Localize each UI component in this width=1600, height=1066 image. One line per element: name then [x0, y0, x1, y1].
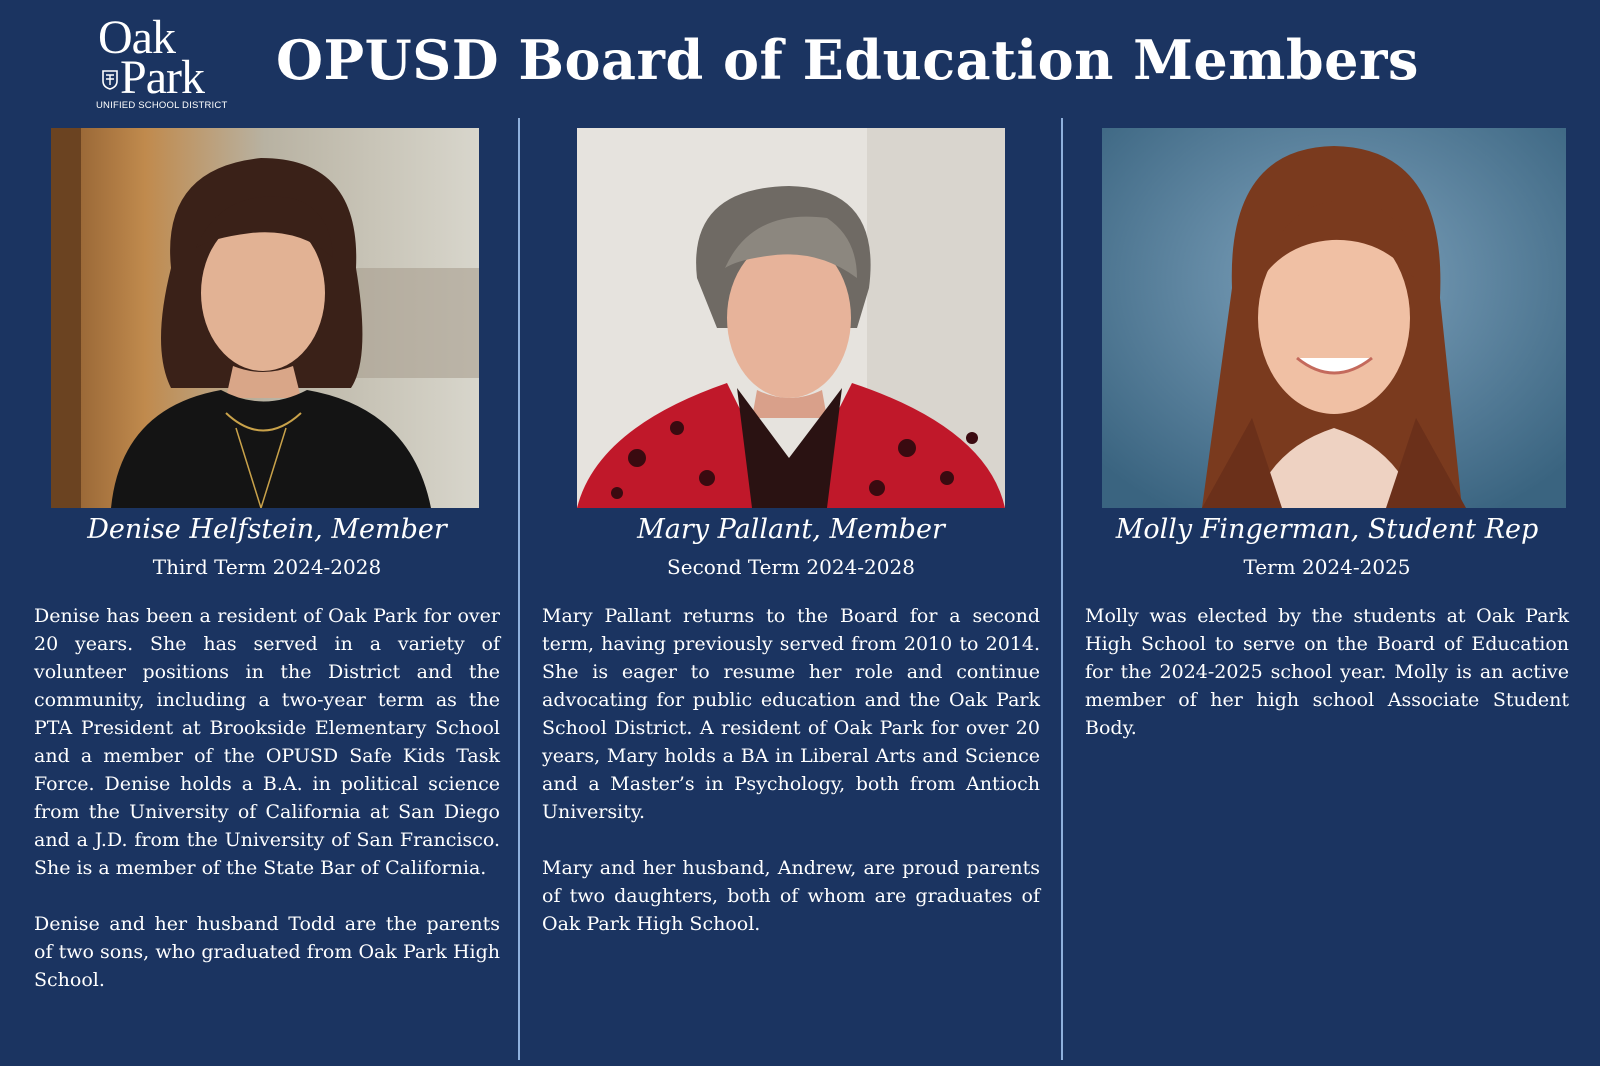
column-divider	[1061, 118, 1063, 1060]
page-title: OPUSD Board of Education Members	[276, 28, 1419, 92]
crest-icon	[102, 70, 118, 90]
oak-park-logo	[94, 11, 244, 114]
member-name: Mary Pallant, Member	[637, 514, 945, 545]
member-bio	[542, 602, 1040, 966]
member-term: Second Term 2024-2028	[667, 555, 915, 579]
member-bio	[34, 602, 500, 1022]
member-photo-denise	[51, 128, 479, 508]
logo-subtitle: UNIFIED SCHOOL DISTRICT	[96, 100, 228, 111]
member-bio	[1085, 602, 1569, 770]
bio-paragraph: Denise has been a resident of Oak Park for over 20 years. She has served in a variety of volunteer positions in the District and the community, including a two-year term as the PTA President at Brookside Elementary School and a member of the OPUSD Safe Kids Task Force. Denise holds a B.A. in political science from the University of California at San Diego and a J.D. from the University of San Francisco. She is a member of the State Bar of California.	[34, 605, 500, 879]
logo-word-park-text: Park	[120, 51, 204, 104]
bio-paragraph: Mary and her husband, Andrew, are proud parents of two daughters, both of whom are graduates of Oak Park High School.	[542, 857, 1040, 935]
bio-paragraph: Mary Pallant returns to the Board for a second term, having previously served from 2010 to 2014. She is eager to resume her role and continue advocating for public education and the Oak Park School District. A resident of Oak Park for over 20 years, Mary holds a BA in Liberal Arts and Science and a Master’s in Psychology, both from Antioch University.	[542, 605, 1040, 823]
member-name: Molly Fingerman, Student Rep	[1115, 514, 1539, 545]
member-term: Term 2024-2025	[1243, 555, 1411, 579]
bio-paragraph: Molly was elected by the students at Oak Park High School to serve on the Board of Education for the 2024-2025 school year. Molly is an active member of her high school Associate Student Body.	[1085, 605, 1569, 739]
bio-paragraph: Denise and her husband Todd are the parents of two sons, who graduated from Oak Park High School.	[34, 913, 500, 991]
member-photo-mary	[577, 128, 1005, 508]
column-divider	[518, 118, 520, 1060]
member-term: Third Term 2024-2028	[152, 555, 382, 579]
member-name: Denise Helfstein, Member	[87, 514, 447, 545]
member-photo-molly	[1102, 128, 1566, 508]
logo-word-oak: Oak	[98, 11, 175, 64]
